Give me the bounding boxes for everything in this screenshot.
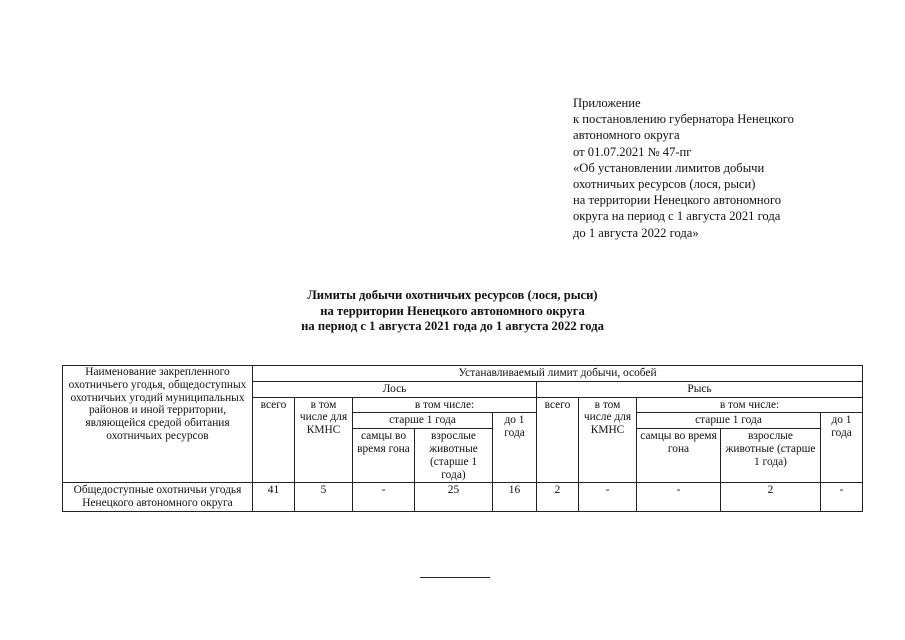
header-moose-males: самцы во время гона	[353, 429, 415, 483]
header-moose-including: в том числе:	[353, 397, 537, 413]
header-moose-kmns: в том числе для КМНС	[295, 397, 353, 483]
appendix-line: к постановлению губернатора Ненецкого	[573, 112, 794, 127]
header-lynx-kmns: в том числе для КМНС	[579, 397, 637, 483]
header-name: Наименование закрепленного охотничьего угодья, общедоступных охотничьих угодий муниципальных районов и иной территории, являющейся средой обитания охотничьих ресурсов	[63, 366, 253, 483]
title-line: на территории Ненецкого автономного округа	[320, 303, 585, 318]
header-lynx-under: до 1 года	[821, 413, 863, 483]
appendix-line: «Об установлении лимитов добычи	[573, 160, 765, 175]
document-title	[0, 288, 905, 335]
appendix-line: до 1 августа 2022 года»	[573, 225, 699, 240]
header-limit: Устанавливаемый лимит добычи, особей	[253, 366, 863, 382]
header-lynx: Рысь	[537, 381, 863, 397]
cell-lynx-males: -	[637, 483, 721, 512]
title-line: на период с 1 августа 2021 года до 1 августа 2022 года	[301, 319, 604, 333]
appendix-line: на территории Ненецкого автономного	[573, 193, 782, 208]
appendix-line: от 01.07.2021 № 47-пг	[573, 144, 692, 159]
cell-moose-total: 41	[253, 483, 295, 512]
appendix-line: Приложение	[573, 96, 641, 110]
header-lynx-adults: взрослые животные (старше 1 года)	[721, 429, 821, 483]
header-lynx-males: самцы во время гона	[637, 429, 721, 483]
cell-lynx-under: -	[821, 483, 863, 512]
header-lynx-total: всего	[537, 397, 579, 483]
header-moose-total: всего	[253, 397, 295, 483]
footer-divider	[420, 577, 490, 578]
cell-moose-under: 16	[493, 483, 537, 512]
appendix-block	[573, 95, 794, 241]
appendix-line: охотничьих ресурсов (лося, рыси)	[573, 177, 756, 192]
cell-lynx-kmns: -	[579, 483, 637, 512]
header-moose-under: до 1 года	[493, 413, 537, 483]
appendix-line: автономного округа	[573, 128, 680, 143]
header-moose-adults: взрослые животные (старше 1 года)	[415, 429, 493, 483]
cell-lynx-total: 2	[537, 483, 579, 512]
limits-table	[62, 365, 863, 512]
header-moose-older: старше 1 года	[353, 413, 493, 429]
appendix-line: округа на период с 1 августа 2021 года	[573, 209, 781, 224]
table-row	[63, 483, 863, 512]
cell-moose-males: -	[353, 483, 415, 512]
title-line: Лимиты добычи охотничьих ресурсов (лося, рыси)	[307, 288, 598, 302]
header-lynx-older: старше 1 года	[637, 413, 821, 429]
header-moose: Лось	[253, 381, 537, 397]
header-lynx-including: в том числе:	[637, 397, 863, 413]
cell-moose-kmns: 5	[295, 483, 353, 512]
cell-moose-adults: 25	[415, 483, 493, 512]
cell-lynx-adults: 2	[721, 483, 821, 512]
row-name: Общедоступные охотничьи угодья Ненецкого автономного округа	[63, 483, 253, 512]
